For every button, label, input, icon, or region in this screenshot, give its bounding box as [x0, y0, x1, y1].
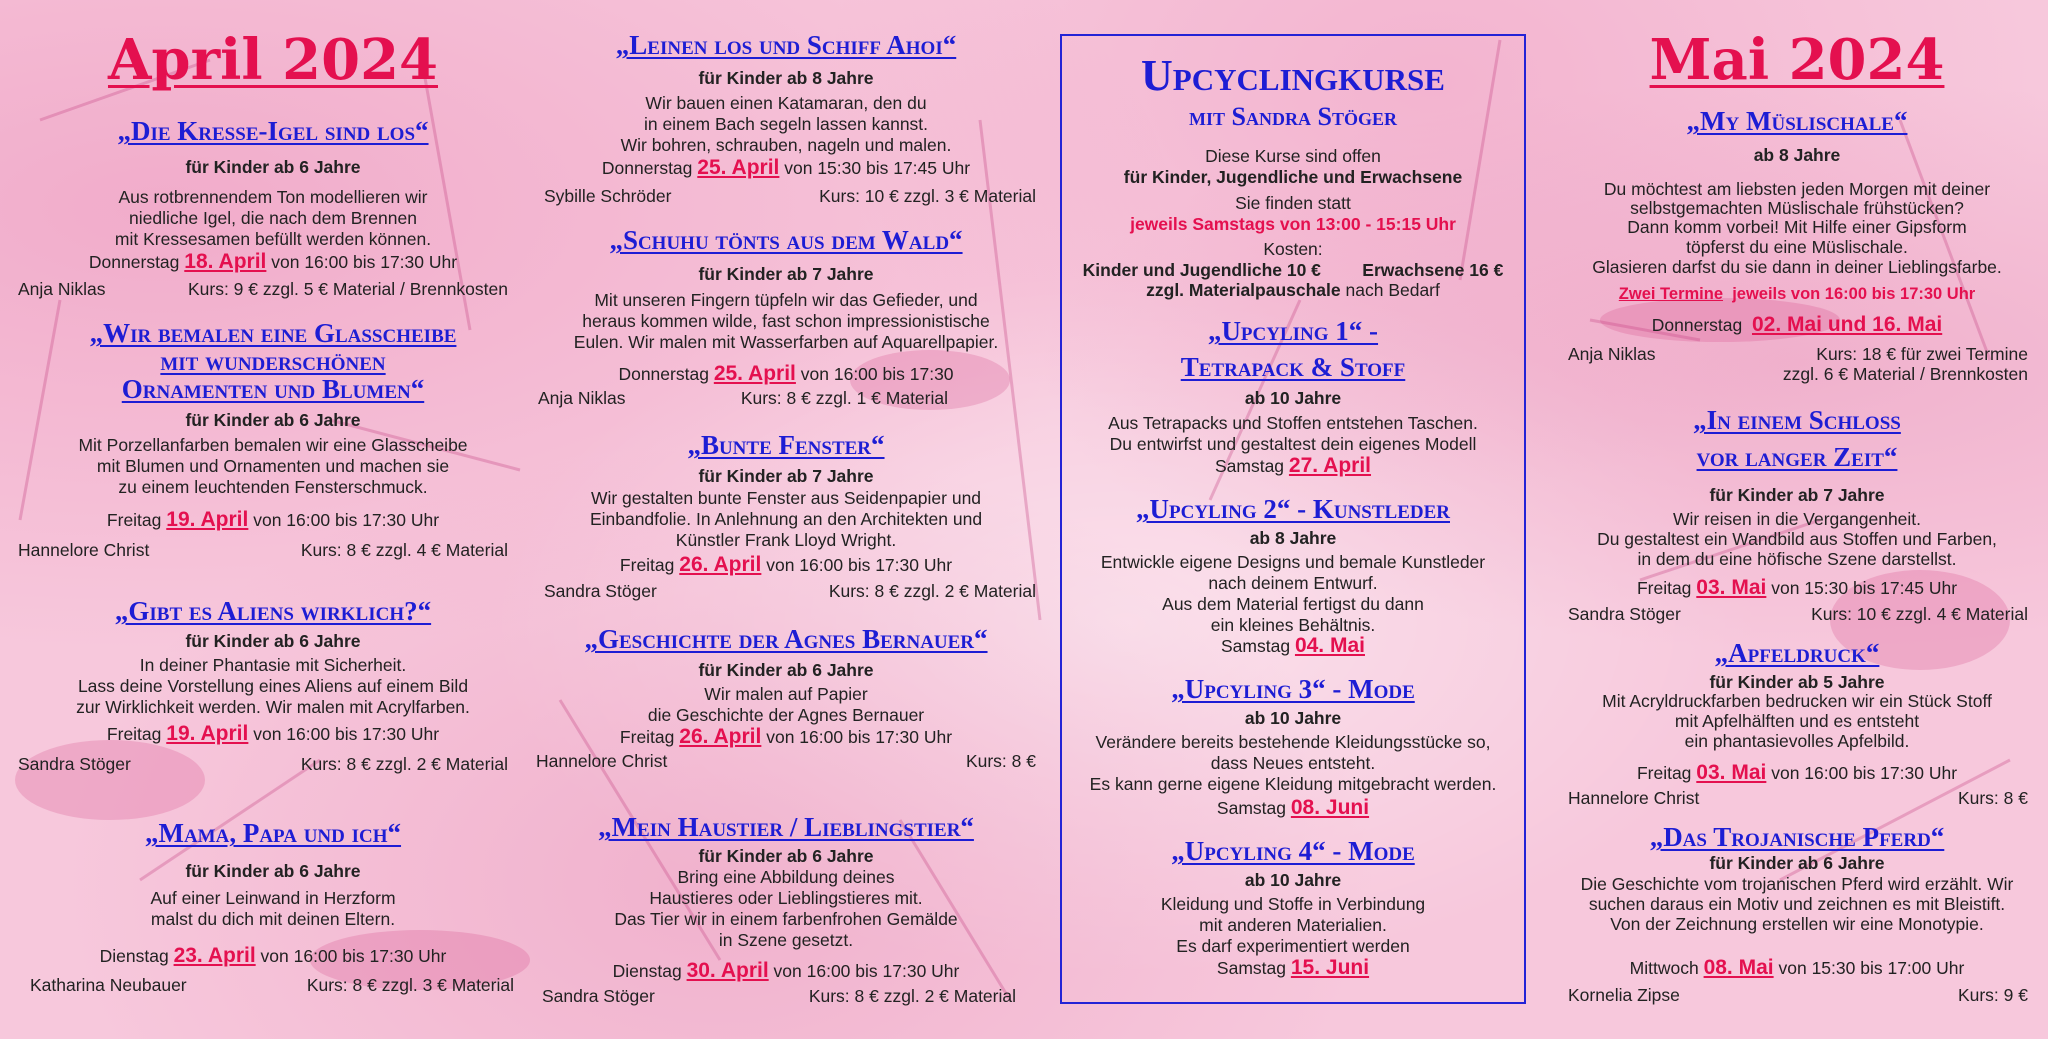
course-price: Kurs: 10 € zzgl. 4 € Material	[1811, 604, 2028, 624]
cost-kids: Kinder und Jugendliche 10 €	[1082, 260, 1321, 280]
course-date: 18. April	[184, 250, 267, 273]
course-title: „Leinen los und Schiff Ahoi“	[615, 30, 957, 60]
course-date: 19. April	[166, 508, 249, 531]
course-day: Donnerstag	[601, 158, 693, 178]
course-price: Kurs: 8 € zzgl. 2 € Material	[808, 986, 1016, 1006]
course-desc: Haustieres oder Lieblingstieres mit.	[649, 888, 923, 908]
course-day: Freitag	[619, 727, 675, 747]
upcycling-intro: Sie finden statt	[1235, 193, 1351, 213]
course-day: Freitag	[1636, 578, 1692, 598]
course-meta	[1566, 344, 2028, 365]
course-price: Kurs: 8 € zzgl. 4 € Material	[300, 540, 508, 560]
course-datetime	[18, 508, 528, 532]
course-datetime	[1566, 576, 2028, 600]
course-teacher: Anja Niklas	[1568, 344, 1656, 364]
mai-column	[1566, 0, 2028, 1039]
course-meta	[18, 975, 528, 996]
upcycling-material	[1062, 280, 1524, 301]
course-date: 02. Mai und 16. Mai	[1751, 313, 1943, 336]
course-title: „Mein Haustier / Lieblingstier“	[598, 812, 974, 842]
course-age: für Kinder ab 6 Jahre	[185, 631, 361, 651]
course-desc: mit Blumen und Ornamenten und machen sie	[96, 456, 450, 476]
course-desc: malst du dich mit deinen Eltern.	[150, 909, 396, 929]
course-day: Donnerstag	[88, 252, 180, 272]
course-time: von 16:00 bis 17:30 Uhr	[271, 252, 458, 272]
course-desc: mit Kressesamen befüllt werden können.	[114, 229, 432, 249]
course-date: 23. April	[173, 944, 256, 967]
course-desc: mit anderen Materialien.	[1199, 915, 1387, 935]
course-meta	[18, 540, 528, 561]
course-price: Kurs: 9 € zzgl. 5 € Material / Brennkosten	[187, 279, 508, 299]
course-desc: ein kleines Behältnis.	[1210, 615, 1376, 635]
course-desc: Dann komm vorbei! Mit Hilfe einer Gipsform	[1627, 217, 1967, 237]
course-desc: Mit Acryldruckfarben bedrucken wir ein Stück Stoff	[1602, 691, 1992, 711]
course-datetime	[536, 959, 1036, 983]
course-desc: Entwickle eigene Designs und bemale Kunstleder	[1100, 552, 1486, 572]
course-desc: Du möchtest am liebsten jeden Morgen mit deiner	[1603, 179, 1991, 199]
course-datetime	[1566, 313, 2028, 337]
course-age: ab 8 Jahre	[1249, 528, 1337, 548]
course-teacher: Sandra Stöger	[1568, 604, 1681, 624]
course-meta	[536, 186, 1036, 207]
course-title: „Upcyling 2“ - Kunstleder	[1136, 494, 1450, 524]
upcycling-heading: Upcyclingkurse	[1141, 51, 1445, 100]
course-desc: In deiner Phantasie mit Sicherheit.	[139, 655, 407, 675]
course-price: Kurs: 8 € zzgl. 3 € Material	[306, 975, 514, 995]
course-date: 08. Juni	[1290, 796, 1370, 819]
course-time: von 16:00 bis 17:30	[800, 364, 954, 384]
course-price: Kurs: 18 € für zwei Termine	[1816, 344, 2028, 364]
course-date: 26. April	[679, 725, 762, 748]
course-meta	[18, 754, 528, 775]
course-day: Samstag	[1221, 636, 1291, 656]
course-age: für Kinder ab 7 Jahre	[698, 264, 874, 284]
course-meta	[536, 388, 1036, 409]
course-desc: Künstler Frank Lloyd Wright.	[675, 530, 897, 550]
course-desc: töpferst du eine Müslischale.	[1686, 237, 1908, 257]
upcycling-intro: Diese Kurse sind offen	[1205, 146, 1381, 166]
course-meta	[1566, 788, 2028, 809]
course-time: von 16:00 bis 17:30 Uhr	[260, 946, 447, 966]
course-title: „Wir bemalen eine Glasscheibe	[89, 318, 457, 348]
course-desc: heraus kommen wilde, fast schon impressionistische	[582, 311, 990, 331]
course-day: Freitag	[1636, 763, 1692, 783]
course-date: 27. April	[1288, 454, 1372, 477]
course-day: Dienstag	[612, 961, 682, 981]
course-date: 04. Mai	[1294, 634, 1365, 657]
course-desc: Aus rotbrennendem Ton modellieren wir	[118, 187, 428, 207]
course-terms	[1566, 284, 2028, 305]
course-day: Samstag	[1216, 798, 1286, 818]
course-title: „Bunte Fenster“	[687, 430, 885, 460]
course-desc: Glasieren darfst du sie dann in deiner Lieblingsfarbe.	[1592, 257, 2002, 277]
course-desc: Wir reisen in die Vergangenheit.	[1672, 509, 1922, 529]
course-desc: Du gestaltest ein Wandbild aus Stoffen und Farben,	[1597, 529, 1997, 549]
course-datetime	[1062, 796, 1524, 820]
course-title: „Die Kresse-Igel sind los“	[117, 116, 429, 146]
material-label: zzgl. Materialpauschale	[1146, 280, 1341, 300]
april-column	[18, 0, 528, 1039]
course-desc: Kleidung und Stoffe in Verbindung	[1160, 894, 1426, 914]
terms-label: Zwei Termine	[1618, 285, 1724, 303]
course-desc: Die Geschichte vom trojanischen Pferd wird erzählt. Wir	[1580, 874, 2014, 894]
course-age: ab 8 Jahre	[1753, 145, 1841, 165]
course-datetime	[1062, 634, 1524, 658]
course-title: „Schuhu tönts aus dem Wald“	[609, 225, 963, 255]
course-datetime	[536, 725, 1036, 749]
course-date: 08. Mai	[1703, 956, 1774, 979]
course-teacher: Hannelore Christ	[536, 751, 668, 771]
course-title: „Mama, Papa und ich“	[144, 818, 402, 848]
cost-adults: Erwachsene 16 €	[1362, 260, 1504, 280]
course-meta	[536, 751, 1036, 772]
course-age: für Kinder ab 7 Jahre	[1709, 485, 1885, 505]
course-age: für Kinder ab 6 Jahre	[698, 846, 874, 866]
course-title: Tetrapack & Stoff	[1180, 352, 1406, 382]
course-time: von 16:00 bis 17:30 Uhr	[766, 727, 953, 747]
course-title: „In einem Schloss	[1693, 405, 1901, 435]
course-meta-2	[1566, 364, 2028, 385]
course-title: „Upcyling 1“ -	[1207, 316, 1379, 346]
course-teacher: Sybille Schröder	[544, 186, 672, 206]
course-age: für Kinder ab 6 Jahre	[698, 660, 874, 680]
course-title: mit wunderschönen	[160, 346, 386, 376]
course-day: Freitag	[106, 510, 162, 530]
course-date: 25. April	[713, 362, 796, 385]
course-desc: Wir bohren, schrauben, nageln und malen.	[620, 135, 952, 155]
course-price: Kurs: 8 € zzgl. 2 € Material	[828, 581, 1036, 601]
course-desc: nach deinem Entwurf.	[1208, 573, 1378, 593]
course-title: Ornamenten und Blumen“	[121, 374, 425, 404]
course-age: für Kinder ab 6 Jahre	[185, 861, 361, 881]
course-age: ab 10 Jahre	[1244, 708, 1342, 728]
course-desc: mit Apfelhälften und es entsteht	[1674, 711, 1920, 731]
course-desc: in Szene gesetzt.	[718, 930, 854, 950]
course-time: von 16:00 bis 17:30 Uhr	[253, 724, 440, 744]
course-age: für Kinder ab 5 Jahre	[1709, 672, 1885, 692]
course-desc: Aus Tetrapacks und Stoffen entstehen Taschen.	[1108, 413, 1478, 433]
course-age: ab 10 Jahre	[1244, 388, 1342, 408]
course-datetime	[536, 553, 1036, 577]
course-teacher: Hannelore Christ	[1568, 788, 1700, 808]
course-price: Kurs: 8 €	[965, 751, 1036, 771]
course-desc: zur Wirklichkeit werden. Wir malen mit Acrylfarben.	[76, 697, 470, 717]
course-desc: Wir gestalten bunte Fenster aus Seidenpapier und	[590, 488, 982, 508]
course-desc: Wir bauen einen Katamaran, den du	[645, 93, 927, 113]
course-date: 19. April	[166, 722, 249, 745]
course-datetime	[18, 722, 528, 746]
course-desc: selbstgemachten Müslischale frühstücken?	[1630, 198, 1964, 218]
course-desc: Mit Porzellanfarben bemalen wir eine Glasscheibe	[78, 435, 468, 455]
course-teacher: Kornelia Zipse	[1568, 985, 1680, 1005]
upcycling-cost-label: Kosten:	[1263, 239, 1323, 259]
course-price: Kurs: 8 €	[1957, 788, 2028, 808]
course-desc: Das Tier wir in einem farbenfrohen Gemälde	[614, 909, 958, 929]
course-day: Samstag	[1214, 456, 1285, 476]
course-desc: niedliche Igel, die nach dem Brennen	[129, 208, 417, 228]
course-teacher: Sandra Stöger	[544, 581, 657, 601]
course-desc: Lass deine Vorstellung eines Aliens auf einem Bild	[77, 676, 469, 696]
course-time: von 16:00 bis 17:30 Uhr	[253, 510, 440, 530]
course-desc: in dem du eine höfische Szene darstellst.	[1637, 549, 1957, 569]
course-date: 15. Juni	[1290, 956, 1370, 979]
course-price: Kurs: 10 € zzgl. 3 € Material	[819, 186, 1036, 206]
course-time: von 16:00 bis 17:30 Uhr	[1771, 763, 1958, 783]
course-meta	[18, 279, 528, 300]
course-day: Donnerstag	[618, 364, 709, 384]
course-date: 03. Mai	[1696, 576, 1767, 599]
course-teacher: Anja Niklas	[538, 388, 626, 408]
course-teacher: Sandra Stöger	[18, 754, 131, 774]
course-age: für Kinder ab 7 Jahre	[698, 466, 874, 486]
course-title: vor langer Zeit“	[1696, 442, 1898, 472]
course-desc: Von der Zeichnung erstellen wir eine Monotypie.	[1610, 914, 1984, 934]
course-desc: Mit unseren Fingern tüpfeln wir das Gefieder, und	[594, 290, 978, 310]
course-title: „Gibt es Aliens wirklich?“	[114, 596, 432, 626]
course-desc: Es kann gerne eigene Kleidung mitgebracht werden.	[1089, 774, 1497, 794]
course-datetime	[536, 156, 1036, 180]
terms-time: jeweils von 16:00 bis 17:30 Uhr	[1732, 285, 1976, 303]
course-datetime	[1062, 956, 1524, 980]
april-heading: April 2024	[107, 27, 438, 93]
course-meta	[536, 581, 1036, 602]
course-date: 30. April	[686, 959, 769, 982]
course-price: Kurs: 9 €	[1957, 985, 2028, 1005]
course-price: Kurs: 8 € zzgl. 2 € Material	[300, 754, 508, 774]
course-desc: dass Neues entsteht.	[1210, 753, 1376, 773]
course-desc: Eulen. Wir malen mit Wasserfarben auf Aquarellpapier.	[573, 332, 999, 352]
course-age: ab 10 Jahre	[1244, 870, 1342, 890]
course-date: 25. April	[697, 156, 780, 179]
course-teacher: Hannelore Christ	[18, 540, 150, 560]
course-title: „My Müslischale“	[1686, 106, 1908, 136]
course-desc: Einbandfolie. In Anlehnung an den Architekten und	[589, 509, 983, 529]
april-column-2	[536, 0, 1036, 1039]
upcycling-subheading: mit Sandra Stöger	[1189, 102, 1397, 131]
course-title: „Geschichte der Agnes Bernauer“	[584, 624, 988, 654]
course-datetime	[1566, 956, 2028, 980]
course-desc: die Geschichte der Agnes Bernauer	[647, 705, 925, 725]
course-day: Donnerstag	[1651, 315, 1743, 335]
course-time: von 16:00 bis 17:30 Uhr	[773, 961, 960, 981]
course-age: für Kinder ab 6 Jahre	[1709, 853, 1885, 873]
course-day: Freitag	[106, 724, 162, 744]
course-meta	[1566, 604, 2028, 625]
material-suffix: nach Bedarf	[1340, 280, 1440, 300]
course-desc: suchen daraus ein Motiv und zeichnen es mit Bleistift.	[1588, 894, 2006, 914]
course-age: für Kinder ab 6 Jahre	[185, 410, 361, 430]
course-desc: Verändere bereits bestehende Kleidungsstücke so,	[1095, 732, 1491, 752]
course-datetime	[1062, 454, 1524, 478]
course-desc: Auf einer Leinwand in Herzform	[150, 888, 396, 908]
course-meta	[1566, 985, 2028, 1006]
course-day: Freitag	[619, 555, 675, 575]
course-age: für Kinder ab 8 Jahre	[698, 68, 874, 88]
course-time: von 15:30 bis 17:00 Uhr	[1778, 958, 1965, 978]
course-title: „Upcyling 3“ - Mode	[1171, 674, 1415, 704]
course-time: von 16:00 bis 17:30 Uhr	[766, 555, 953, 575]
course-desc: zu einem leuchtenden Fensterschmuck.	[118, 477, 428, 497]
course-datetime	[18, 250, 528, 274]
course-desc: in einem Bach segeln lassen kannst.	[643, 114, 929, 134]
course-age: für Kinder ab 6 Jahre	[185, 157, 361, 177]
course-date: 26. April	[679, 553, 762, 576]
course-desc: Es darf experimentiert werden	[1176, 936, 1410, 956]
course-desc: ein phantasievolles Apfelbild.	[1684, 731, 1910, 751]
upcycling-intro-audience: für Kinder, Jugendliche und Erwachsene	[1123, 167, 1463, 187]
course-teacher: Katharina Neubauer	[30, 975, 187, 995]
course-teacher: Anja Niklas	[18, 279, 106, 299]
upcycling-schedule: jeweils Samstags von 13:00 - 15:15 Uhr	[1130, 214, 1456, 234]
course-meta	[536, 986, 1036, 1007]
course-day: Dienstag	[99, 946, 169, 966]
course-desc: Aus dem Material fertigst du dann	[1162, 594, 1424, 614]
upcycling-box	[1060, 34, 1526, 1004]
course-day: Mittwoch	[1629, 958, 1699, 978]
course-title: „Das Trojanische Pferd“	[1649, 822, 1945, 852]
course-desc: Du entwirfst und gestaltest dein eigenes Modell	[1109, 434, 1477, 454]
course-teacher: Sandra Stöger	[542, 986, 655, 1006]
course-desc: Bring eine Abbildung deines	[677, 867, 895, 887]
course-title: „Upcyling 4“ - Mode	[1171, 836, 1415, 866]
course-price-extra: zzgl. 6 € Material / Brennkosten	[1782, 364, 2028, 384]
course-datetime	[536, 362, 1036, 386]
course-datetime	[1566, 761, 2028, 785]
course-desc: Wir malen auf Papier	[704, 684, 868, 704]
course-title: „Apfeldruck“	[1714, 638, 1880, 668]
course-day: Samstag	[1216, 958, 1286, 978]
course-time: von 15:30 bis 17:45 Uhr	[784, 158, 971, 178]
course-date: 03. Mai	[1696, 761, 1767, 784]
course-time: von 15:30 bis 17:45 Uhr	[1771, 578, 1958, 598]
mai-heading: Mai 2024	[1649, 27, 1945, 93]
course-datetime	[18, 944, 528, 968]
course-price: Kurs: 8 € zzgl. 1 € Material	[740, 388, 948, 408]
upcycling-costs	[1062, 260, 1524, 281]
